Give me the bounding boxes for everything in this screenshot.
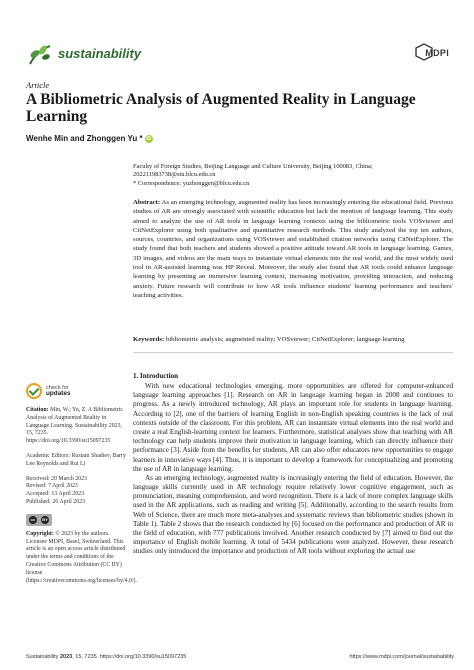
editors-text: Rustam Shadiev, Barry Lee Reynolds and Rui Li [26, 452, 126, 467]
orcid-icon[interactable]: iD [146, 135, 152, 142]
keywords [133, 335, 453, 344]
check-for-updates-button[interactable] [26, 383, 126, 399]
editors-block [26, 453, 126, 469]
page-footer [26, 654, 454, 660]
introduction-body [133, 382, 453, 557]
article-type: Article [26, 80, 50, 90]
footer-citation: Sustainability 2023, 15, 7235. https://doi.org/10.3390/su15097235 [26, 654, 187, 660]
received-date: Received: 20 March 2023 [26, 475, 88, 482]
copyright-block [26, 530, 137, 586]
authors: Wenhe Min and Zhonggen Yu * [26, 134, 143, 143]
affiliation-block [133, 163, 453, 188]
journal-header [26, 40, 452, 74]
abstract [133, 198, 453, 300]
accepted-date: Accepted: 13 April 2023 [26, 491, 85, 498]
check-updates-icon [26, 383, 42, 399]
section-heading: 1. Introduction [133, 372, 178, 380]
abstract-text: As an emerging technology, augmented reality has been increasingly entering the educational field. Previous studies of AR are strongly associated with scientific education but lack the mention of language learning. This study aimed to analyze the use of AR tools in language learning contexts using the bibliometric tools VOSviewer and CitNetExplorer using both qualitative and quantitative research methods. This study analyzed the top ten authors, sources, countries, and organizations using VOSviewer and established citation networks using CitNetExplorer. The study found that both teachers and students showed a positive attitude toward AR tools in language learning. Games, 3D images, and videos are the main ways to instantiate virtual elements into the real world, and the most widely used tool in AR-assisted learning was HP Reveal. Moreover, the study also found that AR tools could enhance language learning by presenting an immersive learning context, increasing motivation, providing interaction, and reducing anxiety. Future research will contribute to how AR tools influence students' learning performance and teachers' teaching activities. [133, 199, 453, 299]
dates-block [26, 476, 126, 507]
affiliation: Faculty of Foreign Studies, Beijing Language and Culture University, Beijing 100083, China; 202211983738@stu.blcu.edu.cn [133, 163, 373, 179]
intro-paragraph-2: As an emerging technology, augmented reality is increasingly entering the field of education. However, the language skills currently used in AR technology require relatively lower cognitive engagement, such as pronunciation, meaning comprehension, and word recognition. There is a lack of more complex language skills used in the AR applications, such as reading and writing [5]. Additionally, according to the search results from Web of Science, there are much more meta-analyses and systematic reviews than bibliometric studies (shown in Table 1). Table 2 shows that the research conducted by [6] focused on the performance and production of AR in the field of education, with 777 publications involved. Another research conducted by [7] aimed to find out the importance of English mobile learning. A total of 5434 publications were analyzed. However, these research studies only introduced the importance and production of AR tools without exploring the actual use [133, 473, 453, 556]
keywords-label: Keywords: [133, 336, 165, 343]
citation-text: Min, W.; Yu, Z. A Bibliometric Analysis of Augmented Reality in Language Learning. Sustainability 2023, 15, 7235. https://doi.org/10.3390/su15097235 [26, 407, 124, 445]
revised-date: Revised: 7 April 2023 [26, 483, 78, 490]
citation-label: Citation: [26, 407, 49, 413]
citation-block [26, 407, 126, 446]
keywords-text: bibliometric analysis; augmented reality; VOSviewer; CitNetExplorer; language learning [165, 336, 405, 343]
journal-name: sustainability [58, 46, 142, 61]
cc-by-license-icon[interactable]: cc BY [26, 514, 52, 526]
correspondence: * Correspondence: yuzhonggen@blcu.edu.cn [133, 179, 250, 187]
footer-journal-link[interactable]: https://www.mdpi.com/journal/sustainability [349, 654, 454, 660]
publisher-name: MDPI [425, 48, 449, 58]
published-date: Published: 26 April 2023 [26, 498, 86, 505]
intro-paragraph-1: With new educational technologies emerging, more opportunities are offered for computer-enhanced language learning approaches [1]. Research on AR in language learning began in 2008 and continues to progress. As a newly introduced technology, AR plays an important role for students in language learning. According to [2], one of the barriers of learning English in non-English speaking countries is the lack of real contexts outside of the classroom. For this problem, AR can instantiate virtual elements into the real world and create a real English-learning context for learners. Furthermore, statistical analyses show that teaching with AR technology can help students improve their motivation in language learning, which can directly influence their performance [3]. Aside from the benefits for students, AR can also offer educators new opportunities to engage learners in innovative ways [4]. Thus, it is important to develop a framework for conceptualizing and promoting the use of AR in language learning. [133, 382, 453, 473]
check-line1: check for [46, 384, 69, 391]
abstract-label: Abstract: [133, 199, 161, 206]
copyright-label: Copyright: [26, 530, 54, 537]
check-line2: updates [46, 390, 71, 397]
copyright-text: © 2023 by the authors. Licensee MDPI, Basel, Switzerland. This article is an open access article distributed under the terms and conditions of the Creative Commons Attribution (CC BY) license (https://creativecommons.org/licenses/by/4.0/). [26, 530, 137, 584]
article-title: A Bibliometric Analysis of Augmented Reality in Language Learning [26, 91, 416, 125]
editors-label: Academic Editors: [26, 452, 71, 459]
divider [133, 352, 453, 353]
sustainability-logo-icon [26, 42, 54, 68]
article-sidebar [26, 383, 137, 592]
authors-line [26, 134, 153, 143]
